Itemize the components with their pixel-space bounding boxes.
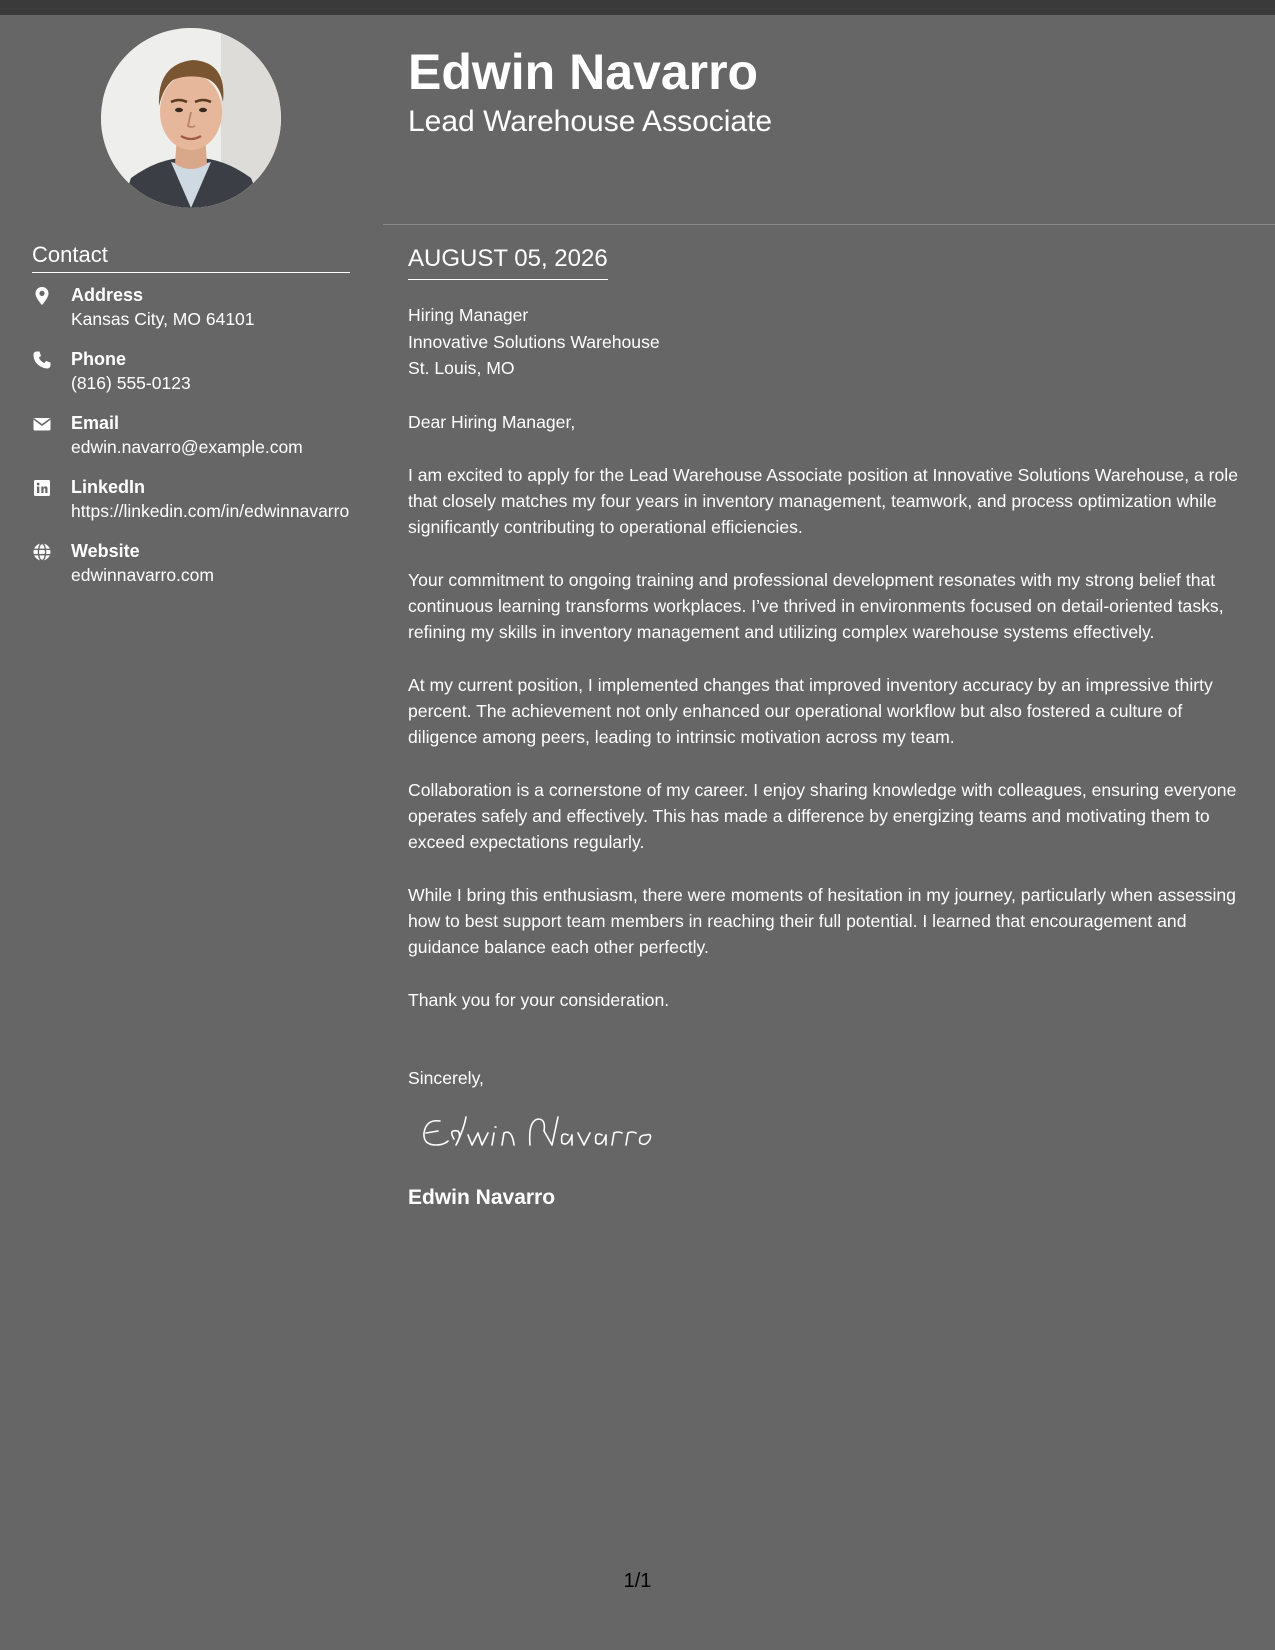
contact-item-address [32,284,352,332]
letter-paragraph: While I bring this enthusiasm, there were moments of hesitation in my journey, particularly when assessing how to best support team members in reaching their full potential. I learned that encouragement and guidance balance each other perfectly. [408,884,1236,957]
recipient-line: Hiring Manager [408,305,529,325]
contact-value[interactable]: edwin.navarro@example.com [71,437,303,457]
letter-paragraph: I am excited to apply for the Lead Warehouse Associate position at Innovative Solutions Warehouse, a role that closely matches my four years in inventory management, teamwork, and process optimization while significantly contributing to operational efficiencies. [408,464,1238,537]
linkedin-icon [32,478,52,498]
page-number: 1/1 [623,1570,652,1592]
contact-item-email [32,412,352,460]
contact-item-website [32,540,352,588]
top-strip [0,0,1275,15]
letter-paragraph: Thank you for your consideration. [408,989,670,1010]
contact-list [32,284,352,604]
closing: Sincerely, [408,1067,484,1088]
job-title: Lead Warehouse Associate [408,105,773,138]
contact-label: Phone [71,349,127,369]
phone-icon [32,350,52,370]
signer-name: Edwin Navarro [408,1185,556,1209]
header-divider [383,224,1275,225]
letter-paragraph: Your commitment to ongoing training and professional development resonates with my strong belief that continuous learning transforms workplaces. I’ve thrived in environments focused on detail-oriented tasks, refining my skills in inventory management and utilizing complex warehouse systems effectively. [408,569,1224,642]
contact-heading: Contact [32,240,350,273]
contact-item-linkedin [32,476,352,524]
contact-value: (816) 555-0123 [71,373,191,393]
contact-label: Website [71,541,140,561]
contact-item-phone [32,348,352,396]
contact-label: Email [71,413,120,433]
contact-value[interactable]: edwinnavarro.com [71,565,214,585]
handwritten-signature [418,1109,1248,1166]
contact-value: Kansas City, MO 64101 [71,309,255,329]
recipient-line: St. Louis, MO [408,358,515,378]
recipient-line: Innovative Solutions Warehouse [408,331,660,352]
contact-label: LinkedIn [71,477,146,497]
envelope-icon [32,414,52,434]
profile-photo [101,28,281,208]
globe-icon [32,542,52,562]
salutation: Dear Hiring Manager, [408,411,576,432]
letter-body [408,302,1248,1212]
recipient-block [408,302,1248,382]
candidate-name: Edwin Navarro [408,44,759,100]
contact-label: Address [71,285,144,305]
letter-paragraph: At my current position, I implemented changes that improved inventory accuracy by an impressive thirty percent. The achievement not only enhanced our operational workflow but also fostered a culture of diligence among peers, leading to intrinsic motivation across my team. [408,674,1213,747]
letter-paragraph: Collaboration is a cornerstone of my career. I enjoy sharing knowledge with colleagues, ensuring everyone operates safely and effectively. This has made a difference by energizing teams and motivating them to exceed expectations regularly. [408,779,1237,852]
contact-value[interactable]: https://linkedin.com/in/edwinnavarro [71,501,350,521]
letter-date: AUGUST 05, 2026 [408,244,608,280]
map-pin-icon [32,286,52,306]
